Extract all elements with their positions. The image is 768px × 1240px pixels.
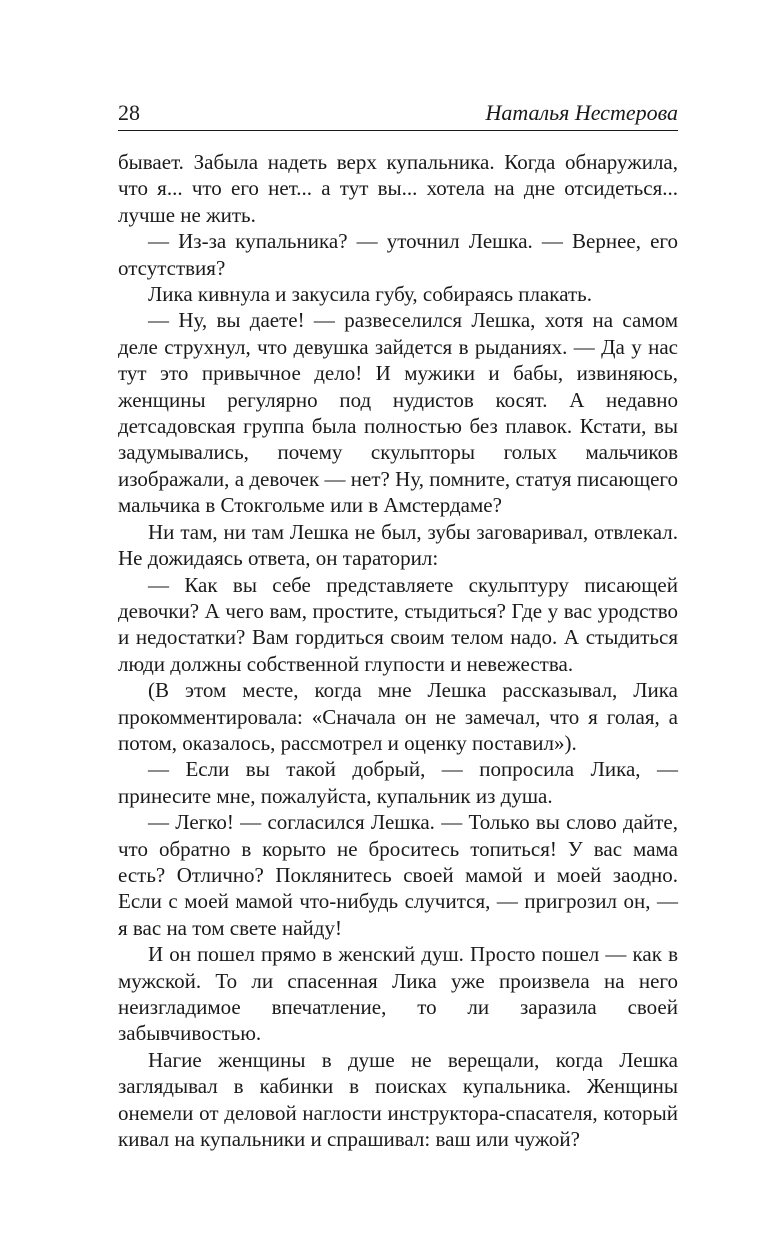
paragraph: — Ну, вы даете! — развеселился Лешка, хотя на самом деле струхнул, что девушка зайдется в рыданиях. — Да у нас тут это привычное дело! И мужики и бабы, извиняюсь, женщины регулярно под нудистов косят. А недавно детсадовская группа была полностью без плавок. Кстати, вы задумывались, почему скульпторы голых мальчиков изображали, а девочек — нет? Ну, помните, статуя писающего мальчика в Стокгольме или в Амстердаме? bbox=[118, 308, 678, 518]
paragraph: бывает. Забыла надеть верх купальника. Когда обнаружила, что я... что его нет... а тут вы... хотела на дне отсидеться... лучше не жить. bbox=[118, 150, 678, 227]
page-number: 28 bbox=[118, 100, 140, 125]
paragraph: И он пошел прямо в женский душ. Просто пошел — как в мужской. То ли спасенная Лика уже произвела на него неизгладимое впечатление, то ли заразила своей забывчивостью. bbox=[118, 942, 678, 1046]
paragraph: — Легко! — согласился Лешка. — Только вы слово дайте, что обратно в корыто не броситесь топиться! У вас мама есть? Отлично? Поклянитесь своей мамой и моей заодно. Если с моей мамой что-нибудь случится, — пригрозил он, — я вас на том свете найду! bbox=[118, 810, 678, 940]
paragraph: (В этом месте, когда мне Лешка рассказывал, Лика прокомментировала: «Сначала он не замечал, что я голая, а потом, оказалось, рассмотрел и оценку поставил»). bbox=[118, 678, 678, 755]
paragraph: — Из-за купальника? — уточнил Лешка. — Вернее, его отсутствия? bbox=[118, 229, 678, 280]
paragraph: Ни там, ни там Лешка не был, зубы заговаривал, отвлекал. Не дожидаясь ответа, он тараторил: bbox=[118, 519, 678, 571]
book-page bbox=[118, 100, 678, 1152]
body-text bbox=[118, 149, 678, 1152]
running-header-author: Наталья Нестерова bbox=[485, 100, 678, 125]
paragraph: — Как вы себе представляете скульптуру писающей девочки? А чего вам, простите, стыдиться? Где у вас уродство и недостатки? Вам гордиться своим телом надо. А стыдиться люди должны собственной глупости и невежества. bbox=[118, 572, 678, 676]
paragraph: Нагие женщины в душе не верещали, когда Лешка заглядывал в кабинки в поисках купальника. Женщины онемели от деловой наглости инструктора-спасателя, который кивал на купальники и спрашивал: ваш или чужой? bbox=[118, 1047, 678, 1152]
running-header bbox=[118, 100, 678, 131]
paragraph: — Если вы такой добрый, — попросила Лика, — принесите мне, пожалуйста, купальник из душа. bbox=[118, 757, 678, 808]
paragraph: Лика кивнула и закусила губу, собираясь плакать. bbox=[148, 282, 592, 307]
